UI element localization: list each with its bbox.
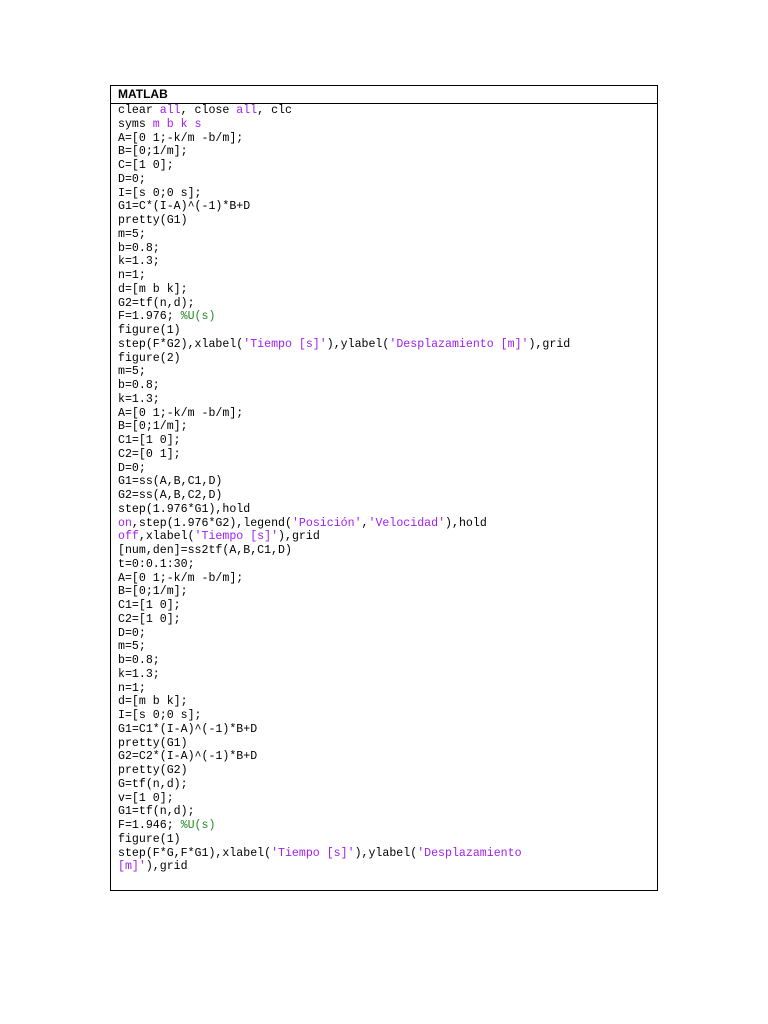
code-token-kw: all — [236, 104, 258, 117]
code-token-kw: on — [118, 516, 132, 530]
code-token: ),ylabel( — [354, 846, 418, 860]
code-token: C1=[1 0]; — [118, 599, 181, 612]
code-token: ),grid — [145, 860, 188, 874]
code-line — [118, 462, 657, 476]
code-token: b=0.8; — [118, 241, 160, 255]
code-token: D=0; — [118, 626, 146, 640]
code-token: A=[0 1;-k/m -b/m]; — [118, 406, 244, 420]
code-token: b=0.8; — [118, 379, 160, 392]
code-line — [118, 778, 657, 792]
code-token-str: 'Tiempo [s]' — [243, 337, 327, 351]
code-token-kw: off — [118, 530, 139, 544]
code-line — [118, 338, 657, 352]
code-token: F=1.976; — [118, 310, 181, 324]
code-token: G2=tf(n,d); — [118, 296, 195, 310]
code-line — [118, 214, 657, 228]
code-line — [118, 805, 657, 819]
code-token: m=5; — [118, 365, 146, 379]
code-token: I=[s 0;0 s]; — [118, 709, 202, 722]
code-line — [118, 283, 657, 297]
code-token: n=1; — [118, 681, 146, 695]
code-token: step(F*G,F*G1),xlabel( — [118, 846, 272, 860]
code-line — [118, 682, 657, 696]
code-line — [118, 572, 657, 586]
code-token: , — [361, 516, 369, 530]
code-token: k=1.3; — [118, 667, 160, 681]
code-token: pretty(G2) — [118, 764, 188, 777]
code-token: D=0; — [118, 461, 146, 475]
code-line — [118, 599, 657, 613]
code-line — [118, 613, 657, 627]
code-token: t=0:0.1:30; — [118, 557, 195, 571]
code-token: B=[0;1/m]; — [118, 585, 188, 599]
code-token: G1=C*(I-A)^(-1)*B+D — [118, 200, 251, 214]
code-line — [118, 407, 657, 421]
code-token-kw: all — [159, 104, 181, 117]
code-line — [118, 489, 657, 503]
code-line — [118, 475, 657, 489]
code-token: G1=C1*(I-A)^(-1)*B+D — [118, 722, 258, 736]
code-line — [118, 448, 657, 462]
code-token: B=[0;1/m]; — [118, 420, 188, 434]
code-token: k=1.3; — [118, 255, 160, 269]
code-token: F=1.946; — [118, 819, 181, 832]
code-token: [num,den]=ss2tf(A,B,C1,D) — [118, 544, 292, 557]
code-token-str: 'Desplazamiento [m]' — [389, 337, 529, 351]
code-token: d=[m b k]; — [118, 695, 188, 709]
code-token: figure(1) — [118, 832, 181, 846]
code-line — [118, 365, 657, 379]
code-line — [118, 310, 657, 324]
code-line — [118, 297, 657, 311]
code-token-str: [m]' — [118, 860, 146, 874]
code-token: A=[0 1;-k/m -b/m]; — [118, 571, 244, 585]
code-token: , clc — [257, 104, 292, 117]
code-token: step(1.976*G1),hold — [118, 502, 251, 516]
code-token: syms — [118, 117, 153, 131]
code-token: , close — [180, 104, 237, 117]
code-line — [118, 434, 657, 448]
code-line — [118, 255, 657, 269]
code-token: figure(1) — [118, 324, 181, 337]
code-token-str: 'Posición' — [291, 516, 362, 530]
code-line — [118, 200, 657, 214]
code-line — [118, 517, 657, 531]
code-token: A=[0 1;-k/m -b/m]; — [118, 131, 244, 145]
code-body — [111, 104, 657, 890]
code-token-str: 'Velocidad' — [368, 516, 446, 530]
code-line — [118, 709, 657, 723]
code-line — [118, 503, 657, 517]
code-token: G1=tf(n,d); — [118, 805, 195, 819]
code-line — [118, 324, 657, 338]
code-token: ,step(1.976*G2),legend( — [131, 516, 292, 530]
code-line — [118, 792, 657, 806]
code-token: G2=ss(A,B,C2,D) — [118, 489, 223, 502]
code-line — [118, 118, 657, 132]
code-line — [118, 640, 657, 654]
code-line — [118, 585, 657, 599]
code-line — [118, 173, 657, 187]
code-token-str: 'Tiempo [s]' — [194, 530, 279, 544]
code-token: b=0.8; — [118, 654, 160, 667]
code-token: I=[s 0;0 s]; — [118, 186, 202, 200]
code-line — [118, 104, 657, 118]
code-token: G2=C2*(I-A)^(-1)*B+D — [118, 750, 258, 764]
code-line — [118, 269, 657, 283]
code-token: m=5; — [118, 227, 146, 241]
code-token: d=[m b k]; — [118, 282, 188, 296]
code-line — [118, 352, 657, 366]
code-line — [118, 145, 657, 159]
code-token: ),hold — [445, 516, 487, 530]
code-token-str: 'Desplazamiento — [417, 846, 522, 860]
code-line — [118, 750, 657, 764]
code-token: ,xlabel( — [138, 530, 195, 544]
table-header: MATLAB — [111, 86, 657, 104]
code-token: k=1.3; — [118, 392, 160, 406]
code-token: ),grid — [528, 337, 571, 351]
code-line — [118, 668, 657, 682]
code-line — [118, 159, 657, 173]
code-line — [118, 695, 657, 709]
code-token: G1=ss(A,B,C1,D) — [118, 475, 223, 489]
code-line — [118, 627, 657, 641]
code-line — [118, 847, 657, 861]
code-token: C=[1 0]; — [118, 159, 174, 172]
code-token: D=0; — [118, 172, 146, 186]
code-token: pretty(G1) — [118, 214, 188, 227]
code-line — [118, 764, 657, 778]
code-token: ),ylabel( — [326, 337, 390, 351]
code-line — [118, 187, 657, 201]
code-token: clear — [118, 104, 160, 117]
code-line — [118, 723, 657, 737]
code-line — [118, 228, 657, 242]
code-token: n=1; — [118, 269, 146, 282]
code-token-cm: %U(s) — [180, 310, 216, 324]
code-line — [118, 530, 657, 544]
code-token-cm: %U(s) — [180, 819, 216, 832]
code-line — [118, 393, 657, 407]
code-token: G=tf(n,d); — [118, 777, 188, 791]
code-line — [118, 833, 657, 847]
code-token: C2=[1 0]; — [118, 612, 181, 626]
code-line — [118, 379, 657, 393]
code-token: C1=[1 0]; — [118, 434, 181, 447]
code-line — [118, 242, 657, 256]
code-token: figure(2) — [118, 351, 181, 365]
code-line — [118, 420, 657, 434]
code-token: pretty(G1) — [118, 736, 188, 750]
code-line — [118, 558, 657, 572]
code-token: ),grid — [278, 530, 320, 544]
code-token: C2=[0 1]; — [118, 447, 181, 461]
code-token: v=[1 0]; — [118, 791, 174, 805]
code-token: m=5; — [118, 640, 146, 654]
code-token-kw: m b k s — [152, 117, 202, 131]
code-token: B=[0;1/m]; — [118, 145, 188, 159]
code-line — [118, 654, 657, 668]
code-line — [118, 132, 657, 146]
code-line — [118, 860, 657, 874]
code-line — [118, 544, 657, 558]
code-token: step(F*G2),xlabel( — [118, 337, 244, 351]
code-token-str: 'Tiempo [s]' — [271, 846, 355, 860]
code-line — [118, 819, 657, 833]
code-line — [118, 737, 657, 751]
code-table — [110, 85, 658, 891]
